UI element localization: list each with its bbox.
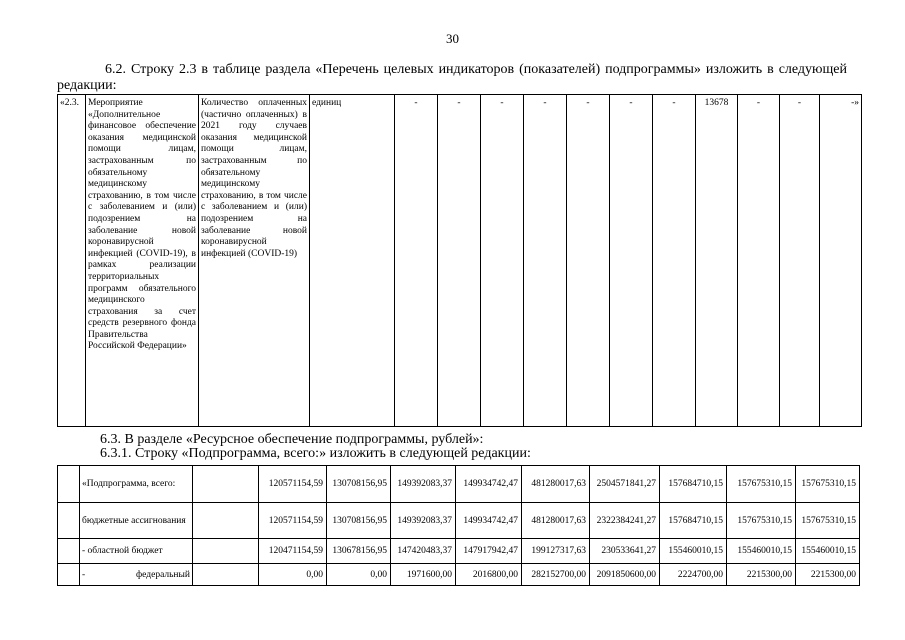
amount-cell: 230533641,27	[590, 539, 660, 564]
amount-cell: 130678156,95	[327, 539, 391, 564]
amount-cell: 0,00	[327, 564, 391, 586]
amount-cell: 147917942,47	[456, 539, 522, 564]
indicator-value: -	[524, 95, 567, 427]
amount-cell: 2215300,00	[796, 564, 860, 586]
row-label: «Подпрограмма, всего:	[80, 466, 193, 503]
indicator-value: -	[738, 95, 780, 427]
row-label-word: федеральный	[136, 569, 190, 580]
section-6-3-text: 6.3. В разделе «Ресурсное обеспечение подпрограммы, рублей»:	[100, 432, 484, 447]
table-row	[58, 503, 860, 539]
indicator-value: -	[438, 95, 481, 427]
event-description: Мероприятие «Дополнительное финансовое обеспечение оказания медицинской помощи лицам, застрахованным по обязательному медицинскому страхованию, в том числе с заболеванием и (или) подозрением на заболевание новой коронавирусной инфекцией (COVID-19), в рамках реализации территориальных программ обязательного медицинского страхования за счет средств резервного фонда Правительства Российской Федерации»	[86, 95, 199, 427]
amount-cell: 0,00	[259, 564, 327, 586]
amount-cell: 149392083,37	[391, 466, 456, 503]
amount-cell: 2504571841,27	[590, 466, 660, 503]
section-6-3-1-text: 6.3.1. Строку «Подпрограмма, всего:» изложить в следующей редакции:	[100, 446, 531, 461]
amount-cell: 149934742,47	[456, 503, 522, 539]
amount-cell: 155460010,15	[727, 539, 796, 564]
table-row	[58, 539, 860, 564]
row-label-dash: -	[82, 569, 86, 580]
amount-cell: 2215300,00	[727, 564, 796, 586]
row-number: «2.3.	[58, 95, 86, 427]
amount-cell: 1971600,00	[391, 564, 456, 586]
amount-cell: 130708156,95	[327, 503, 391, 539]
amount-cell: 481280017,63	[522, 503, 590, 539]
amount-cell: 120571154,59	[259, 466, 327, 503]
amount-cell: 2224700,00	[660, 564, 727, 586]
table-row	[58, 466, 860, 503]
amount-cell: 2091850600,00	[590, 564, 660, 586]
indicator-value: -»	[820, 95, 862, 427]
indicator-value: -	[653, 95, 696, 427]
indicator-value: 13678	[696, 95, 738, 427]
section-6-2-text: 6.2. Строку 2.3 в таблице раздела «Перечень целевых индикаторов (показателей) подпрограммы» изложить в следующей редакции:	[57, 62, 847, 93]
indicator-value: -	[780, 95, 820, 427]
amount-cell: 157675310,15	[727, 466, 796, 503]
amount-cell: 155460010,15	[660, 539, 727, 564]
amount-cell: 481280017,63	[522, 466, 590, 503]
amount-cell: 120571154,59	[259, 503, 327, 539]
amount-cell: 157684710,15	[660, 466, 727, 503]
indicator-row	[58, 95, 862, 427]
amount-cell: 2016800,00	[456, 564, 522, 586]
indicator-value: -	[610, 95, 653, 427]
table-row	[58, 564, 860, 586]
amount-cell: 155460010,15	[796, 539, 860, 564]
amount-cell: 157675310,15	[796, 466, 860, 503]
amount-cell: 149934742,47	[456, 466, 522, 503]
unit-cell: единиц	[310, 95, 395, 427]
amount-cell: 149392083,37	[391, 503, 456, 539]
amount-cell: 282152700,00	[522, 564, 590, 586]
row-label	[80, 564, 193, 586]
page-number: 30	[446, 31, 459, 46]
amount-cell: 130708156,95	[327, 466, 391, 503]
indicator-description: Количество оплаченных (частично оплаченных) в 2021 году случаев оказания медицинской помощи лицам, застрахованным по обязательному медицинскому страхованию, в том числе с заболеванием и (или) подозрением на заболевание новой коронавирусной инфекцией (COVID-19)	[199, 95, 310, 427]
resources-table	[57, 465, 860, 586]
indicator-table	[57, 94, 862, 427]
row-label: - областной бюджет	[80, 539, 193, 564]
row-label: бюджетные ассигнования	[80, 503, 193, 539]
amount-cell: 147420483,37	[391, 539, 456, 564]
indicator-value: -	[567, 95, 610, 427]
amount-cell: 120471154,59	[259, 539, 327, 564]
amount-cell: 157675310,15	[727, 503, 796, 539]
amount-cell: 157684710,15	[660, 503, 727, 539]
amount-cell: 199127317,63	[522, 539, 590, 564]
indicator-value: -	[395, 95, 438, 427]
indicator-value: -	[481, 95, 524, 427]
amount-cell: 2322384241,27	[590, 503, 660, 539]
amount-cell: 157675310,15	[796, 503, 860, 539]
